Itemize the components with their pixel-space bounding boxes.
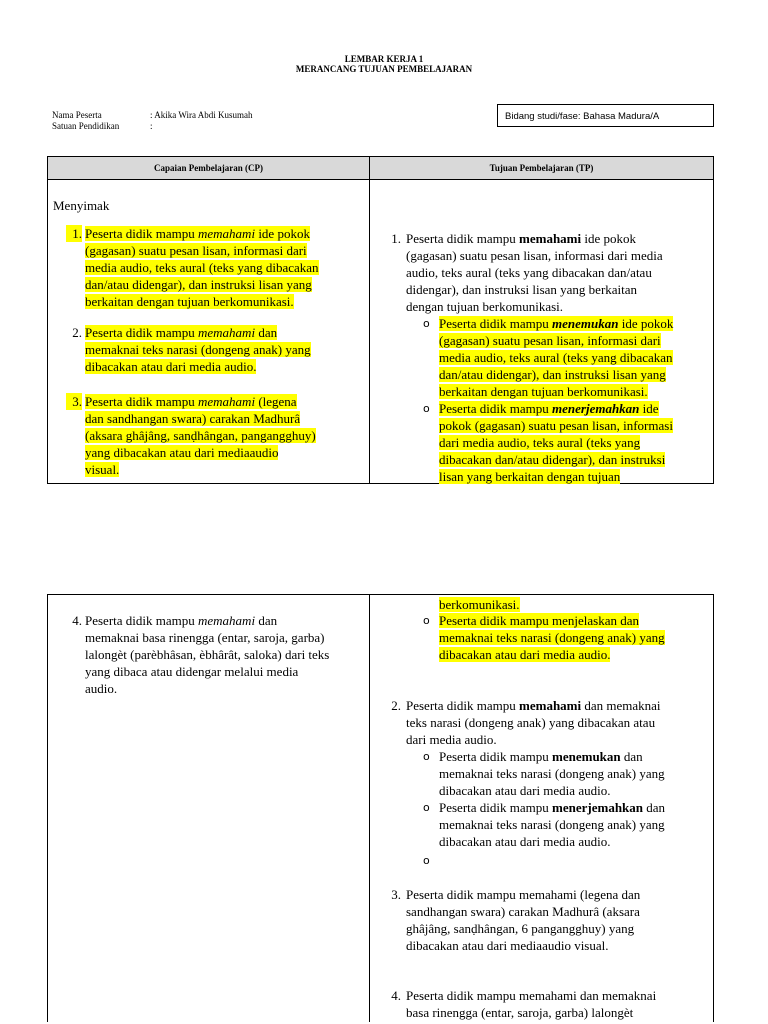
worksheet-subtitle: MERANCANG TUJUAN PEMBELAJARAN	[295, 64, 473, 74]
cp-item-4: 4. Peserta didik mampu memahami dan memaknai basa rinengga (entar, saroja, garba) lalongèt (parèbhâsan, èbhârât, saloka) dari teks yang dibaca atau didengar melalui media audio.	[72, 613, 330, 696]
cp-item-2: 2. Peserta didik mampu memahami dan memaknai teks narasi (dongeng anak) yang dibacakan atau dari media audio.	[72, 325, 311, 374]
header-cp: Capaian Pembelajaran (CP)	[154, 163, 263, 173]
cp-item-3: 3. Peserta didik mampu memahami (legena dan sandhangan swara) carakan Madhurâ (aksara ghâjâng, sanḍhângan, pangangghuy) yang dibacakan atau dari mediaaudio visual.	[66, 393, 356, 478]
tp-2-sub-2: o Peserta didik mampu menerjemahkan dan memaknai teks narasi (dongeng anak) yang dibacakan atau dari media audio.	[423, 800, 666, 849]
header-tp: Tujuan Pembelajaran (TP)	[489, 163, 594, 173]
tp-1-sub-2-continued: berkomunikasi.	[439, 597, 520, 612]
tp-item-1: 1. Peserta didik mampu memahami ide pokok (gagasan) suatu pesan lisan, informasi dari media audio, teks aural (teks yang dibacakan dan/atau didengar), dan instruksi lisan yang berkaitan dengan tujuan berkomunikasi.	[391, 231, 663, 314]
worksheet-title: LEMBAR KERJA 1	[344, 54, 424, 64]
tp-1-sub-3: o Peserta didik mampu menjelaskan dan memaknai teks narasi (dongeng anak) yang dibacakan atau dari media audio.	[423, 613, 665, 662]
subject-field-box: Bidang studi/fase: Bahasa Madura/A	[497, 104, 714, 127]
table-header-row	[48, 157, 713, 180]
tp-2-sub-1: o Peserta didik mampu menemukan dan memaknai teks narasi (dongeng anak) yang dibacakan atau dari media audio.	[423, 749, 665, 798]
tp-item-4: 4. Peserta didik mampu memahami dan memaknai basa rinengga (entar, saroja, garba) lalongèt	[391, 988, 657, 1020]
tp-item-2: 2. Peserta didik mampu memahami dan memaknai teks narasi (dongeng anak) yang dibacakan atau dari media audio.	[391, 698, 661, 747]
tp-1-sub-1: o Peserta didik mampu menemukan ide pokok (gagasan) suatu pesan lisan, informasi dari media audio, teks aural (teks yang dibacakan dan/atau didengar), dan instruksi lisan yang berkaitan dengan tujuan berkomunikasi.	[423, 316, 674, 399]
name-value: : Akika Wira Abdi Kusumah	[150, 110, 253, 120]
cp-item-1: 1. Peserta didik mampu memahami ide pokok (gagasan) suatu pesan lisan, informasi dari media audio, teks aural (teks yang dibacakan dan/atau didengar), dan instruksi lisan yang berkaitan dengan tujuan berkomunikasi.	[66, 225, 356, 310]
school-label: Satuan Pendidikan	[52, 121, 120, 131]
school-value: :	[150, 121, 153, 131]
objectives-table-page2: 4. Peserta didik mampu memahami dan memaknai basa rinengga (entar, saroja, garba) lalongèt (parèbhâsan, èbhârât, saloka) dari teks yang dibaca atau didengar melalui media audio. berkomunikasi. o Peserta didik mampu menjelaskan dan memaknai teks narasi (dongeng anak) yang dibacakan atau dari media audio. 2. Peserta didik mampu memahami dan memaknai teks narasi (dongeng anak) yang dibacakan atau dari media audio. o Peserta didik mampu menemukan dan memaknai teks narasi (dongeng anak) yang dibacakan atau dari media audio. o Peserta didik mampu menerjemahkan dan memaknai teks narasi (dongeng anak) yang dibacakan atau dari media audio. o 3. Peserta didik mampu memahami (legena dan sandhangan swara) carakan Madhurâ (aksara ghâjâng, sanḍhângan, 6 pangangghuy) yang dibacakan atau dari mediaaudio visual. 4. Peserta didik mampu memahami dan memaknai basa rinengga (entar, saroja, garba) lalongèt	[47, 594, 714, 1022]
objectives-table-page1	[47, 156, 714, 484]
section-menyimak: Menyimak	[53, 198, 110, 213]
tp-1-sub-2: o Peserta didik mampu menerjemahkan ide pokok (gagasan) suatu pesan lisan, informasi dari media audio, teks aural (teks yang dibacakan dan/atau didengar), dan instruksi lisan yang berkaitan dengan tujuan	[423, 401, 673, 484]
name-label: Nama Peserta	[52, 110, 102, 120]
tp-item-3: 3. Peserta didik mampu memahami (legena dan sandhangan swara) carakan Madhurâ (aksara ghâjâng, sanḍhângan, 6 pangangghuy) yang dibacakan atau dari mediaaudio visual.	[391, 887, 641, 953]
